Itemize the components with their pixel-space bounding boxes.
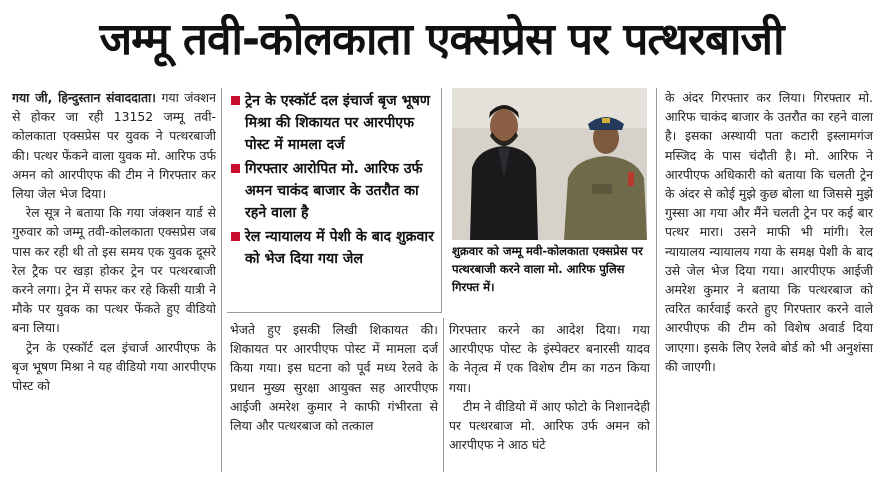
highlight-item xyxy=(227,226,441,270)
highlight-item xyxy=(227,158,441,224)
column-divider xyxy=(443,318,444,472)
bullet-square-icon xyxy=(231,232,240,241)
bullet-square-icon xyxy=(231,164,240,173)
photo-caption: शुक्रवार को जम्मू मवी-कोलकाता एक्सप्रेस पर पत्थरबाजी करने वाला मो. आरिफ पुलिस गिरफ्त में। xyxy=(452,244,643,294)
article-paragraph: भेजते हुए इसकी लिखी शिकायत की। शिकायत पर आरपीएफ पोस्ट में मामला दर्ज किया गया। इस घटना को पूर्व मध्य रेलवे के प्रधान मुख्य सुरक्षा आयुक्त सह आरपीएफ आईजी अमरेश कुमार ने काफी गंभीरता से लिया और पत्थरबाज को तत्काल xyxy=(230,322,438,434)
article-paragraph: के अंदर गिरफ्तार कर लिया। गिरफ्तार मो. आरिफ चाकंद बाजार के उतरौत का रहने वाला है। इसका अस्थायी पता कटारी इस्लामगंज मस्जिद के पास चंदौती है। मो. आरिफ ने आरपीएफ अधिकारी को बताया कि चलती ट्रेन के अंदर से कोई मुझे कुछ बोला था जिससे मुझे गुस्सा आ गया और मैंने चलती ट्रेन पर कई बार पत्थर मारा। उसने माफी भी मांगी। रेल न्यायालय न्यायालय गया के समक्ष पेशी के बाद उसे जेल भेज दिया गया। आरपीएफ आईजी अमरेश कुमार ने बताया कि पत्थरबाज को त्वरित कार्रवाई करते हुए गिरफ्तार करने वाले आरपीएफ की टीम को विशेष अवार्ड दिया जाएगा। इसके लिए रेलवे बोर्ड को भी अनुशंसा की जाएगी। xyxy=(665,90,873,374)
column-3-bottom xyxy=(449,320,650,474)
column-1 xyxy=(12,88,216,474)
column-divider xyxy=(656,88,657,472)
news-photo xyxy=(452,88,647,240)
article-paragraph: गिरफ्तार करने का आदेश दिया। गया आरपीएफ पोस्ट के इंस्पेक्टर बनारसी यादव के नेतृत्व में एक विशेष टीम का गठन किया गया। xyxy=(449,322,650,395)
bullet-square-icon xyxy=(231,96,240,105)
photo-illustration xyxy=(452,88,647,240)
highlights-box xyxy=(227,88,442,313)
article-paragraph: रेल सूत्र ने बताया कि गया जंक्शन यार्ड से गुरुवार को जम्मू तवी-कोलकाता एक्सप्रेस जब पास कर रही थी तो इस समय एक युवक दूसरे रेल ट्रैक पर खड़ा होकर ट्रेन पर पत्थरबाजी करने लगा। ट्रेन में सफर कर रहे किसी यात्री ने मौके पर युवक का पत्थर फेंकते हुए वीडियो बना लिया। xyxy=(12,205,216,336)
byline: गया जी, हिन्दुस्तान संवाददाता। xyxy=(12,90,156,105)
highlight-text: रेल न्यायालय में पेशी के बाद शुक्रवार को भेज दिया गया जेल xyxy=(245,229,434,267)
headline: जम्मू तवी-कोलकाता एक्सप्रेस पर पत्थरबाजी xyxy=(99,14,784,65)
column-4 xyxy=(665,88,873,474)
column-2-bottom xyxy=(230,320,438,474)
article-paragraph: टीम ने वीडियो में आए फोटो के निशानदेही पर पत्थरबाज मो. आरिफ उर्फ अमन को आरपीएफ ने आठ घंटे xyxy=(449,398,650,453)
column-divider xyxy=(221,88,222,472)
highlight-text: ट्रेन के एस्कॉर्ट दल इंचार्ज बृज भूषण मिश्रा की शिकायत पर आरपीएफ पोस्ट में मामला दर्ज xyxy=(245,93,431,153)
highlight-text: गिरफ्तार आरोपित मो. आरिफ उर्फ अमन चाकंद बाजार के उतरौत का रहने वाला है xyxy=(245,161,423,221)
highlight-item xyxy=(227,90,441,156)
article-paragraph: ट्रेन के एस्कॉर्ट दल इंचार्ज आरपीएफ के बृज भूषण मिश्रा ने यह वीडियो गया आरपीएफ पोस्ट को xyxy=(12,339,216,394)
article-paragraph: गया जंक्शन से होकर जा रही 13152 जम्मू तवी-कोलकाता एक्सप्रेस पर युवक ने पत्थरबाजी की। पत्थर फेंकने वाला युवक मो. आरिफ उर्फ अमन को आरपीएफ की टीम ने गिरफ्तार कर लिया जेल भेज दिया। xyxy=(12,90,216,202)
